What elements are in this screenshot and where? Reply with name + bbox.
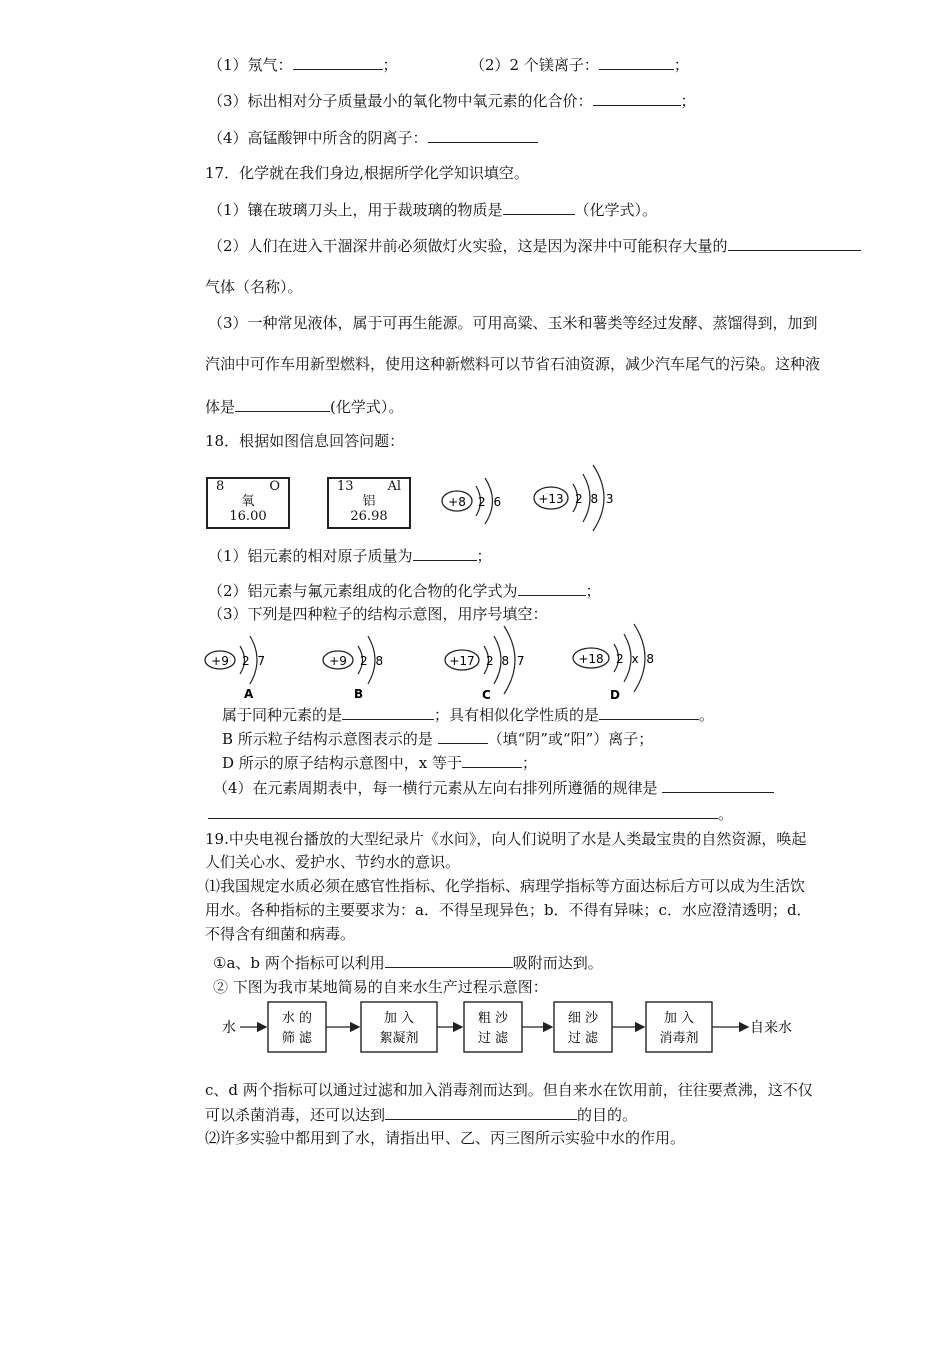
svg-text:加 入: 加 入 (663, 1011, 695, 1026)
blank-similar-property[interactable] (599, 704, 699, 720)
blank-alf3[interactable] (518, 580, 586, 596)
svg-text:A: A (244, 687, 254, 701)
particle-diagram-a (200, 628, 300, 703)
flow-step-3-coarse-sand (464, 1002, 522, 1052)
q18-q3: （3）下列是四种粒子的结构示意图，用序号填空： (208, 605, 548, 623)
q18-q1: （1）铝元素的相对原子质量为 ； (208, 547, 492, 565)
element-card-oxygen: 8 O 氧 16.00 (206, 477, 290, 529)
element-card-aluminum: 13 Al 铝 26.98 (327, 477, 411, 529)
svg-text:加 入: 加 入 (383, 1011, 415, 1026)
q17-part1: （1）镶在玻璃刀头上，用于裁玻璃的物质是 （化学式）。 (208, 201, 658, 219)
svg-text:水 的: 水 的 (281, 1011, 313, 1026)
svg-text:+9: +9 (211, 654, 229, 668)
svg-text:+8: +8 (448, 495, 466, 509)
flow-step-5-disinfectant (646, 1002, 712, 1052)
q18-q4: （4）在元素周期表中，每一横行元素从左向右排列所遵循的规律是 (213, 777, 774, 798)
blank-ethanol[interactable] (235, 396, 330, 412)
svg-text:2 8: 2 8 (360, 654, 386, 668)
q18-title: 18．根据如图信息回答问题： (205, 432, 405, 450)
blank-periodic-rule[interactable] (662, 777, 774, 793)
q19-line4: 用水。各种指标的主要要求为：a．不得呈现异色；b．不得有异味；c．水应澄清透明；d． (205, 901, 812, 919)
q19-line6: ①a、b 两个指标可以利用 吸附而达到。 (213, 954, 603, 972)
svg-text:粗 沙: 粗 沙 (477, 1011, 509, 1026)
svg-text:筛 滤: 筛 滤 (281, 1031, 313, 1046)
blank-diamond[interactable] (503, 199, 575, 215)
q17-title: 17．化学就在我们身边,根据所学化学知识填空。 (205, 164, 529, 182)
flow-step-2-flocculant (361, 1002, 437, 1052)
svg-text:C: C (482, 688, 491, 702)
q17-part3-end: 体是 (化学式）。 (205, 398, 404, 416)
water-treatment-flow (220, 998, 810, 1062)
q19-line3: ⑴我国规定水质必须在感官性指标、化学指标、病理学指标等方面达标后方可以成为生活饮 (205, 877, 806, 895)
atom-diagram-oxygen (440, 470, 520, 530)
blank-oxygen-valence[interactable] (593, 90, 681, 106)
q16-line3: （4）高锰酸钾中所含的阴离子： (208, 127, 538, 148)
blank-mg-ions[interactable] (599, 54, 674, 70)
q16-line1b: （2）2 个镁离子： ； (470, 56, 689, 74)
svg-text:2 7: 2 7 (242, 654, 268, 668)
svg-text:B: B (354, 687, 364, 701)
blank-boiling-purpose[interactable] (385, 1104, 577, 1120)
blank-same-element[interactable] (342, 704, 434, 720)
q18-q4-cont: 。 (208, 803, 733, 824)
svg-text:絮凝剂: 絮凝剂 (379, 1031, 419, 1046)
q17-part2-cont: 气体（名称）。 (205, 278, 303, 296)
flow-step-4-fine-sand (554, 1002, 612, 1052)
svg-text:2 x 8: 2 x 8 (616, 652, 656, 666)
svg-text:+18: +18 (578, 652, 604, 666)
svg-text:过 滤: 过 滤 (567, 1031, 599, 1046)
q17-part3: （3）一种常见液体，属于可再生能源。可用高粱、玉米和薯类等经过发酵、蒸馏得到，加到 (208, 314, 818, 332)
svg-text:2 8 3: 2 8 3 (575, 492, 616, 506)
blank-gas[interactable] (728, 235, 861, 251)
q16-line2: （3）标出相对分子质量最小的氧化物中氧元素的化合价： ； (208, 92, 696, 110)
svg-text:+9: +9 (329, 654, 347, 668)
svg-text:消毒剂: 消毒剂 (659, 1031, 699, 1046)
svg-text:2 8 7: 2 8 7 (486, 654, 527, 668)
q17-part2: （2）人们在进入干涸深井前必须做灯火实验，这是因为深井中可能积存大量的 (208, 235, 861, 256)
particle-diagram-b (318, 628, 418, 703)
flow-step-1-screening (268, 1002, 326, 1052)
svg-text:+17: +17 (449, 654, 475, 668)
atom-diagram-aluminum (533, 462, 628, 534)
q17-part3-cont: 汽油中可作车用新型燃料，使用这种新燃料可以节省石油资源，减少汽车尾气的污染。这种液 (205, 355, 821, 373)
q19-line10: ⑵许多实验中都用到了水，请指出甲、乙、丙三图所示实验中水的作用。 (205, 1129, 686, 1147)
q19-line2: 人们关心水、爱护水、节约水的意识。 (205, 853, 461, 871)
q18-q3b: B 所示粒子结构示意图表示的是 （填“阴”或“阳”）离子； (222, 730, 654, 748)
q19-line7: ② 下图为我市某地简易的自来水生产过程示意图： (213, 978, 548, 996)
q18-q3c: D 所示的原子结构示意图中，x 等于 ； (222, 754, 538, 772)
q19-line1: 19.中央电视台播放的大型纪录片《水问》，向人们说明了水是人类最宝贵的自然资源，唤起 (205, 830, 807, 848)
particle-diagram-c (442, 622, 552, 704)
blank-anion[interactable] (428, 127, 538, 143)
svg-text:2 6: 2 6 (478, 495, 504, 509)
blank-neon[interactable] (293, 54, 383, 70)
svg-text:+13: +13 (538, 492, 564, 506)
q19-line5: 不得含有细菌和病毒。 (205, 925, 356, 943)
blank-x-value[interactable] (462, 752, 522, 768)
particle-diagram-d (570, 620, 680, 704)
q18-q2: （2）铝元素与氟元素组成的化合物的化学式为 ； (208, 582, 601, 600)
svg-text:细 沙: 细 沙 (567, 1011, 599, 1026)
svg-text:D: D (610, 688, 620, 702)
blank-ion-type[interactable] (438, 728, 488, 744)
blank-adsorbent[interactable] (385, 952, 513, 968)
svg-text:过 滤: 过 滤 (477, 1031, 509, 1046)
q19-line8: c、d 两个指标可以通过过滤和加入消毒剂而达到。但自来水在饮用前，往往要煮沸，这不仅 (205, 1081, 813, 1099)
blank-periodic-rule-cont[interactable] (208, 803, 718, 819)
q19-line9: 可以杀菌消毒，还可以达到 的目的。 (205, 1106, 638, 1124)
q16-line1: （1）氖气： ； (208, 56, 398, 74)
blank-al-mass[interactable] (413, 545, 477, 561)
flow-start-water: 水 (222, 1020, 236, 1036)
q18-q3a: 属于同种元素的是 ；具有相似化学性质的是 。 (222, 706, 715, 724)
flow-end-tap-water: 自来水 (750, 1020, 792, 1036)
